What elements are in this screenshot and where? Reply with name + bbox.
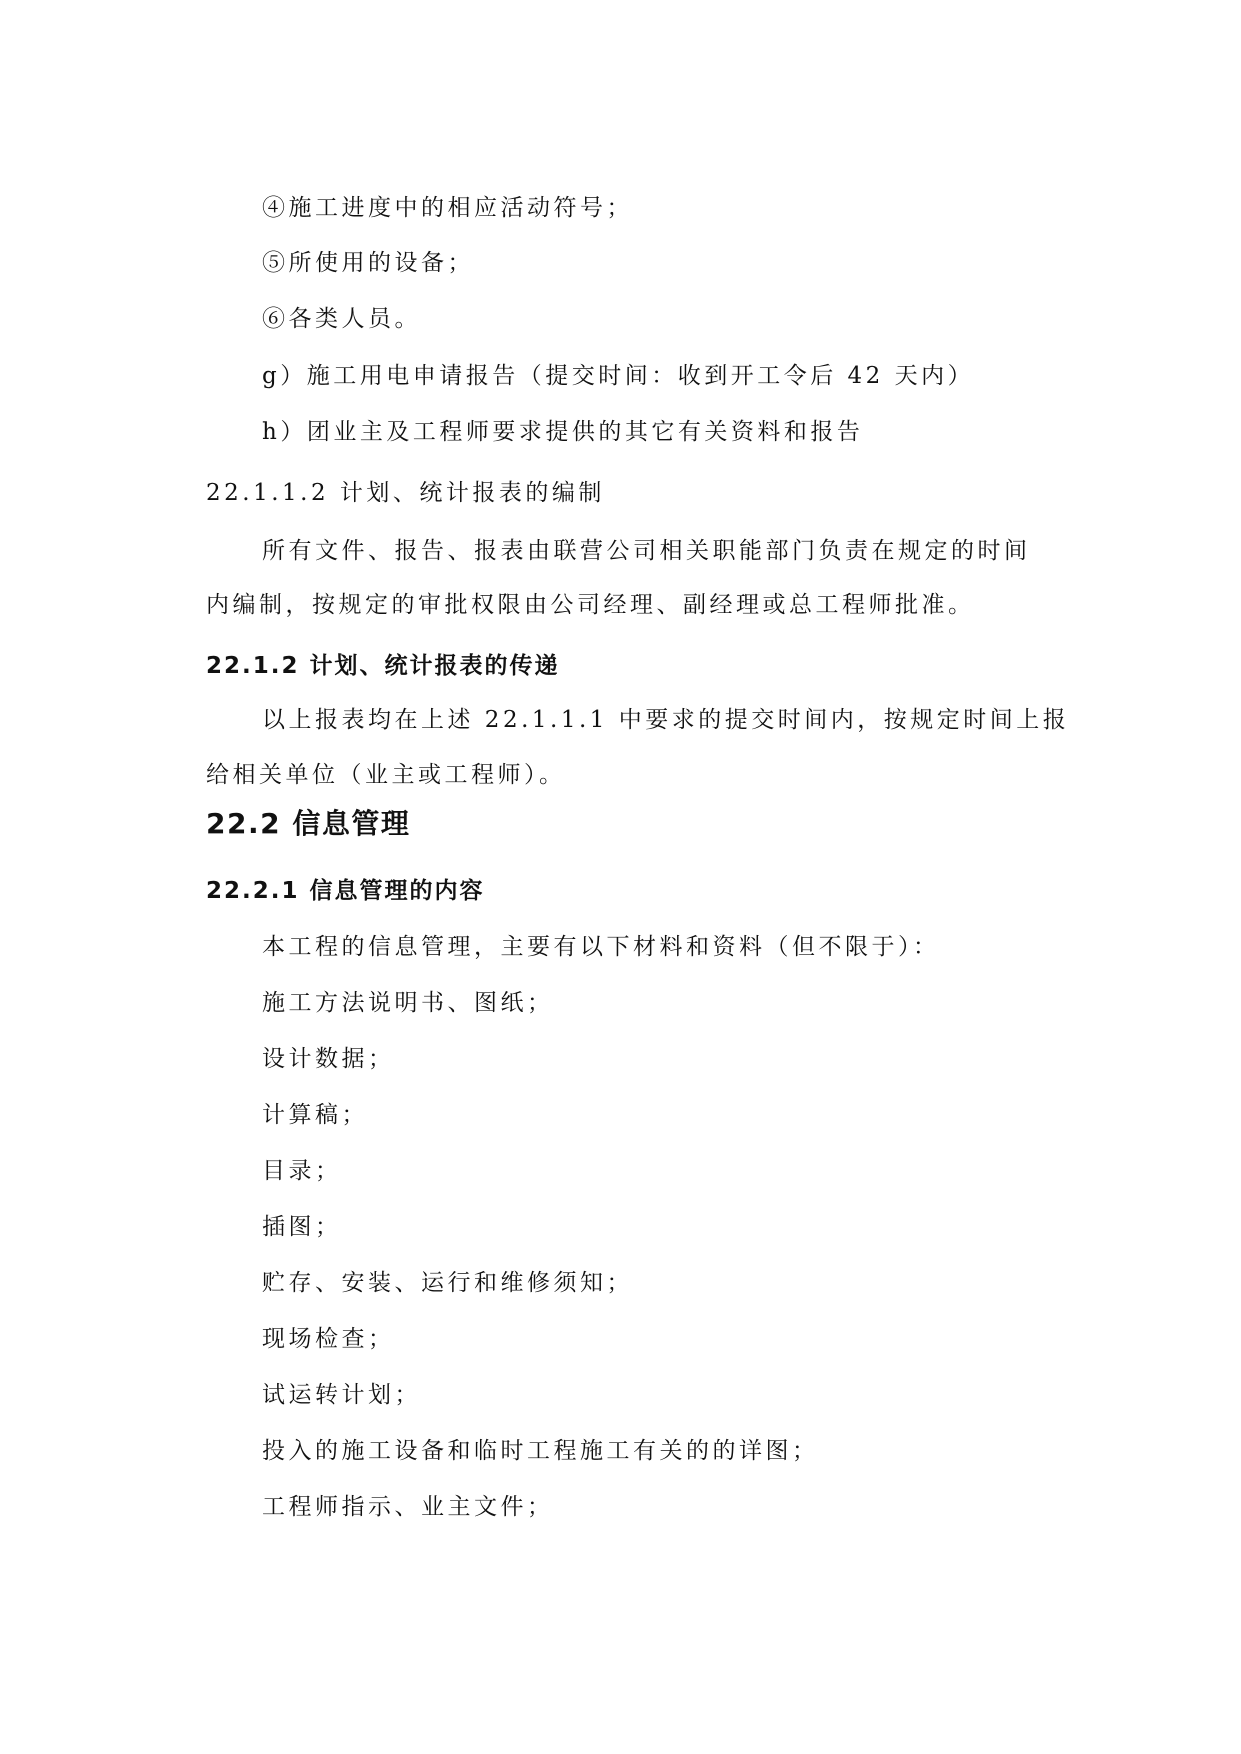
section-heading-222: 22.2 信息管理 — [206, 807, 411, 840]
list-item-engineer-instructions: 工程师指示、业主文件； — [262, 1494, 554, 1520]
list-item-catalog: 目录； — [262, 1158, 342, 1184]
list-item-calculations: 计算稿； — [262, 1102, 368, 1128]
list-item-maintenance-notes: 贮存、安装、运行和维修须知； — [262, 1270, 633, 1296]
list-item-other-reports: h）团业主及工程师要求提供的其它有关资料和报告 — [262, 419, 864, 445]
list-item-activity-symbols: ④施工进度中的相应活动符号； — [262, 195, 633, 221]
paragraph-compilation-line2: 内编制，按规定的审批权限由公司经理、副经理或总工程师批准。 — [206, 592, 975, 618]
section-heading-22112: 22.1.1.2 计划、统计报表的编制 — [206, 480, 605, 506]
section-heading-2212: 22.1.2 计划、统计报表的传递 — [206, 653, 560, 679]
paragraph-compilation-line1: 所有文件、报告、报表由联营公司相关职能部门负责在规定的时间 — [262, 538, 1031, 564]
list-item-personnel: ⑥各类人员。 — [262, 306, 421, 332]
list-item-site-inspection: 现场检查； — [262, 1326, 395, 1352]
list-item-design-data: 设计数据； — [262, 1046, 395, 1072]
list-item-construction-method: 施工方法说明书、图纸； — [262, 990, 554, 1016]
list-item-equipment-details: 投入的施工设备和临时工程施工有关的的详图； — [262, 1438, 819, 1464]
paragraph-transmission-line1: 以上报表均在上述 22.1.1.1 中要求的提交时间内，按规定时间上报 — [262, 707, 1070, 733]
list-item-equipment: ⑤所使用的设备； — [262, 250, 474, 276]
paragraph-info-intro: 本工程的信息管理，主要有以下材料和资料（但不限于）： — [262, 934, 940, 960]
section-heading-2221: 22.2.1 信息管理的内容 — [206, 878, 485, 904]
list-item-power-application: g）施工用电申请报告（提交时间：收到开工令后 42 天内） — [262, 363, 975, 389]
list-item-illustrations: 插图； — [262, 1214, 342, 1240]
list-item-trial-run-plan: 试运转计划； — [262, 1382, 421, 1408]
paragraph-transmission-line2: 给相关单位（业主或工程师）。 — [206, 762, 566, 788]
